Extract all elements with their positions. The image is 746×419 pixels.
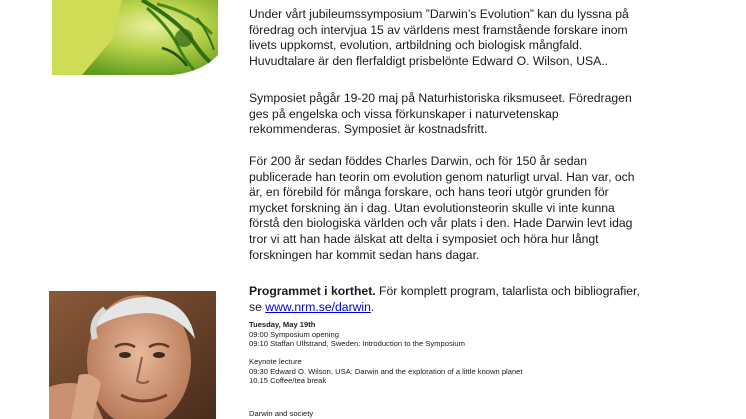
- schedule-item: 09:00 Symposium opening: [249, 330, 339, 339]
- intro-paragraph: [249, 7, 689, 69]
- schedule-item: 09:30 Edward O. Wilson, USA: Darwin and the exploration of a little known planet: [249, 367, 523, 376]
- link-prefix: se: [249, 299, 266, 314]
- paragraph-line: forskningen har kommit sedan hans dagar.: [249, 247, 480, 262]
- speaker-portrait-photo: [49, 291, 216, 419]
- paragraph-line: föredrag och intervjua 15 av världens mest framstående forskare inom: [249, 22, 628, 37]
- paragraph-line: rekommenderas. Symposiet är kostnadsfritt.: [249, 122, 488, 137]
- program-day-heading: Tuesday, May 19th: [249, 320, 316, 329]
- paragraph-line: livets uppkomst, evolution, artbildning och biologisk mångfald.: [249, 38, 583, 53]
- paragraph-line: För 200 år sedan föddes Charles Darwin, och för 150 år sedan: [249, 154, 588, 168]
- paragraph-line: är, en förebild för många forskare, och hans teori utgör grunden för: [249, 185, 609, 200]
- paragraph-line: Under vårt jubileumssymposium ”Darwin’s Evolution” kan du lyssna på: [249, 7, 629, 21]
- paragraph-line: Symposiet pågår 19-20 maj på Naturhistoriska riksmuseet. Föredragen: [249, 91, 632, 105]
- paragraph-line: tror vi att han hade älskat att delta i symposiet och höra hur långt: [249, 231, 599, 246]
- program-intro: För komplett program, talarlista och bibliografier,: [375, 284, 640, 298]
- paragraph-line: publicerade han teorin om evolution genom naturligt urval. Han var, och: [249, 169, 635, 184]
- program-summary: [249, 284, 689, 315]
- schedule-item: 10.15 Coffee/tea break: [249, 376, 327, 385]
- program-link[interactable]: www.nrm.se/darwin: [265, 299, 371, 314]
- symposium-logo: [52, 0, 218, 77]
- keynote-label: Keynote lecture: [249, 357, 302, 366]
- paragraph-line: Huvudtalare är den flerfaldigt prisbelönte Edward O. Wilson, USA..: [249, 53, 609, 68]
- paragraph-line: ges på engelska och vissa förkunskaper i naturvetenskap: [249, 106, 559, 121]
- section-label: Darwin and society: [249, 409, 314, 418]
- schedule-item: 09:10 Staffan Ulfstrand, Sweden: Introduction to the Symposium: [249, 339, 465, 348]
- program-heading: Programmet i korthet.: [249, 284, 376, 298]
- paragraph-line: förstå den biologiska världen och vår plats i den. Hade Darwin levt idag: [249, 216, 633, 231]
- venue-paragraph: [249, 91, 689, 138]
- link-suffix: .: [370, 299, 375, 314]
- darwin-paragraph: [249, 154, 689, 263]
- paragraph-line: mycket forskning än i dag. Utan evolutionsteorin skulle vi inte kunna: [249, 200, 615, 215]
